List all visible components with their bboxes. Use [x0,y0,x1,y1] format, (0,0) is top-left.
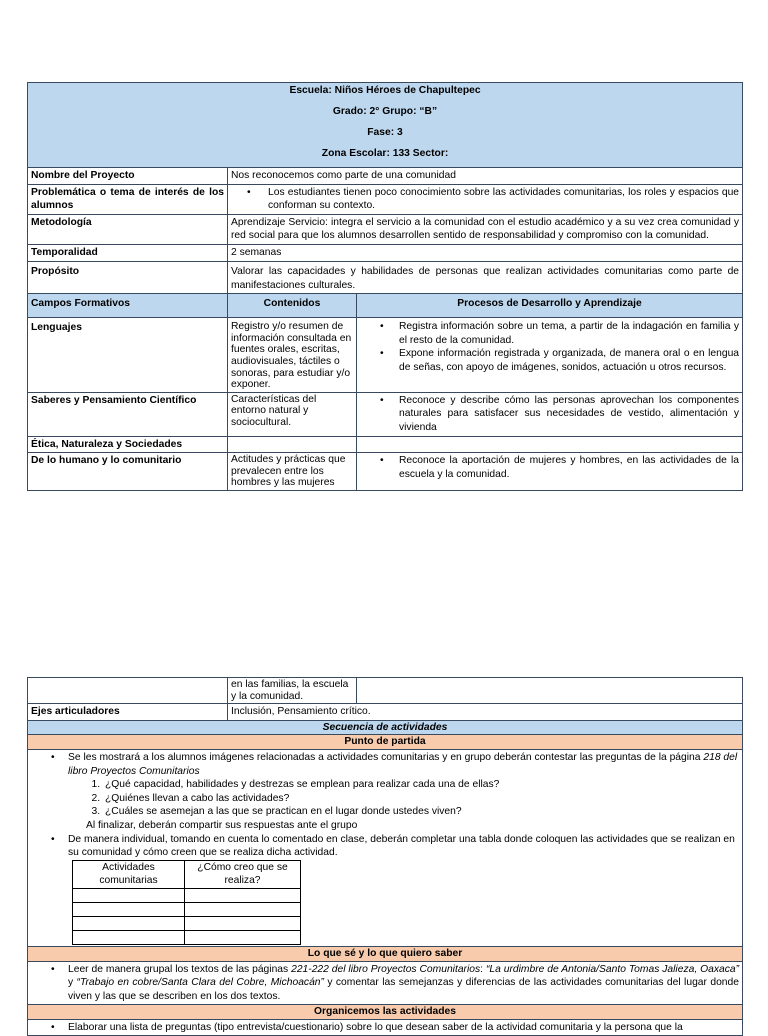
campos-header: Campos Formativos [28,294,228,318]
school-name: Escuela: Niños Héroes de Chapultepec [289,85,481,96]
row-saberes [28,392,743,436]
row-ejes [28,704,743,721]
worksheet-header-actividades: Actividades comunitarias [73,860,185,888]
lenguajes-proceso-2: • Expone información registrada y organizada, de manera oral o en lengua de señas, con apoyo de imágenes, sonidos, actuación u otros recursos. [399,347,739,374]
columns-header [28,294,743,318]
humano-label: De lo humano y lo comunitario [28,453,228,491]
proposito-value: Valorar las capacidades y habilidades de personas que realizan actividades comunitarias como parte de manifestaciones culturales. [228,261,743,293]
row-nombre [28,168,743,185]
row-metodologia [28,214,743,244]
row-temporalidad [28,244,743,261]
worksheet-row [73,902,301,916]
row-humano [28,453,743,491]
row-lenguajes [28,318,743,393]
school-header [28,83,743,168]
worksheet-row [73,930,301,944]
lenguajes-proceso-1: • Registra información sobre un tema, a partir de la indagación en familia y el resto de la comunidad. [399,320,739,347]
procesos-header: Procesos de Desarrollo y Aprendizaje [357,294,743,318]
nombre-value: Nos reconocemos como parte de una comunidad [228,168,743,185]
punto-partida-item-2: • De manera individual, tomando en cuenta lo comentado en clase, deberán completar una tabla donde coloquen las actividades que se realizan en su comunidad y cómo creen que se realiza dicha actividad. [68,833,739,860]
row-humano-cont [28,678,743,704]
punto-partida-item-1: • Se les mostrará a los alumnos imágenes relacionadas a actividades comunitarias y en grupo deberán contestar las preguntas de la página 218 del libro Proyectos Comunitarios [68,751,739,778]
problematica-label: Problemática o tema de interés de los alumnos [28,184,228,214]
ejes-label: Ejes articuladores [28,704,228,721]
temporalidad-value: 2 semanas [228,244,743,261]
activities-table [27,677,743,1036]
problematica-value: • Los estudiantes tienen poco conocimiento sobre las actividades comunitarias, los roles y espacios que conforman su contexto. [268,186,739,213]
worksheet-row [73,888,301,902]
row-proposito [28,261,743,293]
punto-partida-body [28,749,743,946]
humano-proceso-1: • Reconoce la aportación de mujeres y hombres, en las actividades de la escuela y la comunidad. [399,454,739,481]
punto-partida-closing: Al finalizar, deberán compartir sus respuestas ante el grupo [86,819,358,831]
worksheet-row [73,916,301,930]
organicemos-body [28,1019,743,1036]
phase: Fase: 3 [367,127,403,138]
humano-contenido-cont: en las familias, la escuela y la comunidad. [228,678,357,704]
question-3: 3. ¿Cuáles se asemejan a las que se practican en el lugar donde ustedes viven? [103,805,739,819]
question-2: 2. ¿Quiénes llevan a cabo las actividades? [103,792,739,806]
organicemos-item-1: • Elaborar una lista de preguntas (tipo entrevista/cuestionario) sobre lo que desean saber de la actividad comunitaria y la persona que la [68,1021,739,1035]
lenguajes-contenido: Registro y/o resumen de información consultada en fuentes orales, escritas, audiovisuales, táctiles o sonoras, para estudiar y/o exponer. [228,318,357,393]
humano-contenido: Actitudes y prácticas que prevalecen entre los hombres y las mujeres [228,453,357,491]
project-plan-table [27,82,743,491]
lo-que-se-title: Lo que sé y lo que quiero saber [28,946,743,961]
etica-label: Ética, Naturaleza y Sociedades [28,436,228,453]
worksheet-header-como: ¿Cómo creo que se realiza? [185,860,301,888]
school-zone: Zona Escolar: 133 Sector: [321,148,449,159]
saberes-contenido: Características del entorno natural y sociocultural. [228,392,357,436]
metodologia-label: Metodología [28,214,228,244]
organicemos-title: Organicemos las actividades [28,1005,743,1020]
lenguajes-label: Lenguajes [28,318,228,393]
question-1: 1. ¿Qué capacidad, habilidades y destrezas se emplean para realizar cada una de ellas? [103,778,739,792]
contenidos-header: Contenidos [228,294,357,318]
row-problematica [28,184,743,214]
activities-worksheet [72,860,301,945]
metodologia-value: Aprendizaje Servicio: integra el servicio a la comunidad con el estudio académico y a su vez crea comunidad y red social para que los alumnos desarrollen sentido de responsabilidad y compromiso con la comunidad. [228,214,743,244]
temporalidad-label: Temporalidad [28,244,228,261]
saberes-label: Saberes y Pensamiento Científico [28,392,228,436]
nombre-label: Nombre del Proyecto [28,168,228,185]
proposito-label: Propósito [28,261,228,293]
ejes-value: Inclusión, Pensamiento crítico. [228,704,743,721]
lo-que-se-body [28,961,743,1005]
row-etica [28,436,743,453]
lo-que-se-item-1: • Leer de manera grupal los textos de las páginas 221-222 del libro Proyectos Comunitarios: “La urdimbre de Antonia/Santo Tomas Jalieza, Oaxaca” y “Trabajo en cobre/Santa Clara del Cobre, Michoacán” y comentar las semejanzas y diferencias de las actividades comunitarias del lugar donde viven y las que se describen en los dos textos. [68,963,739,1004]
saberes-proceso-1: • Reconoce y describe cómo las personas aprovechan los componentes naturales para satisfacer sus necesidades de vestido, alimentación y vivienda [399,394,739,435]
punto-partida-title: Punto de partida [28,735,743,750]
secuencia-title: Secuencia de actividades [28,720,743,735]
grade-group: Grado: 2° Grupo: “B” [332,106,438,117]
